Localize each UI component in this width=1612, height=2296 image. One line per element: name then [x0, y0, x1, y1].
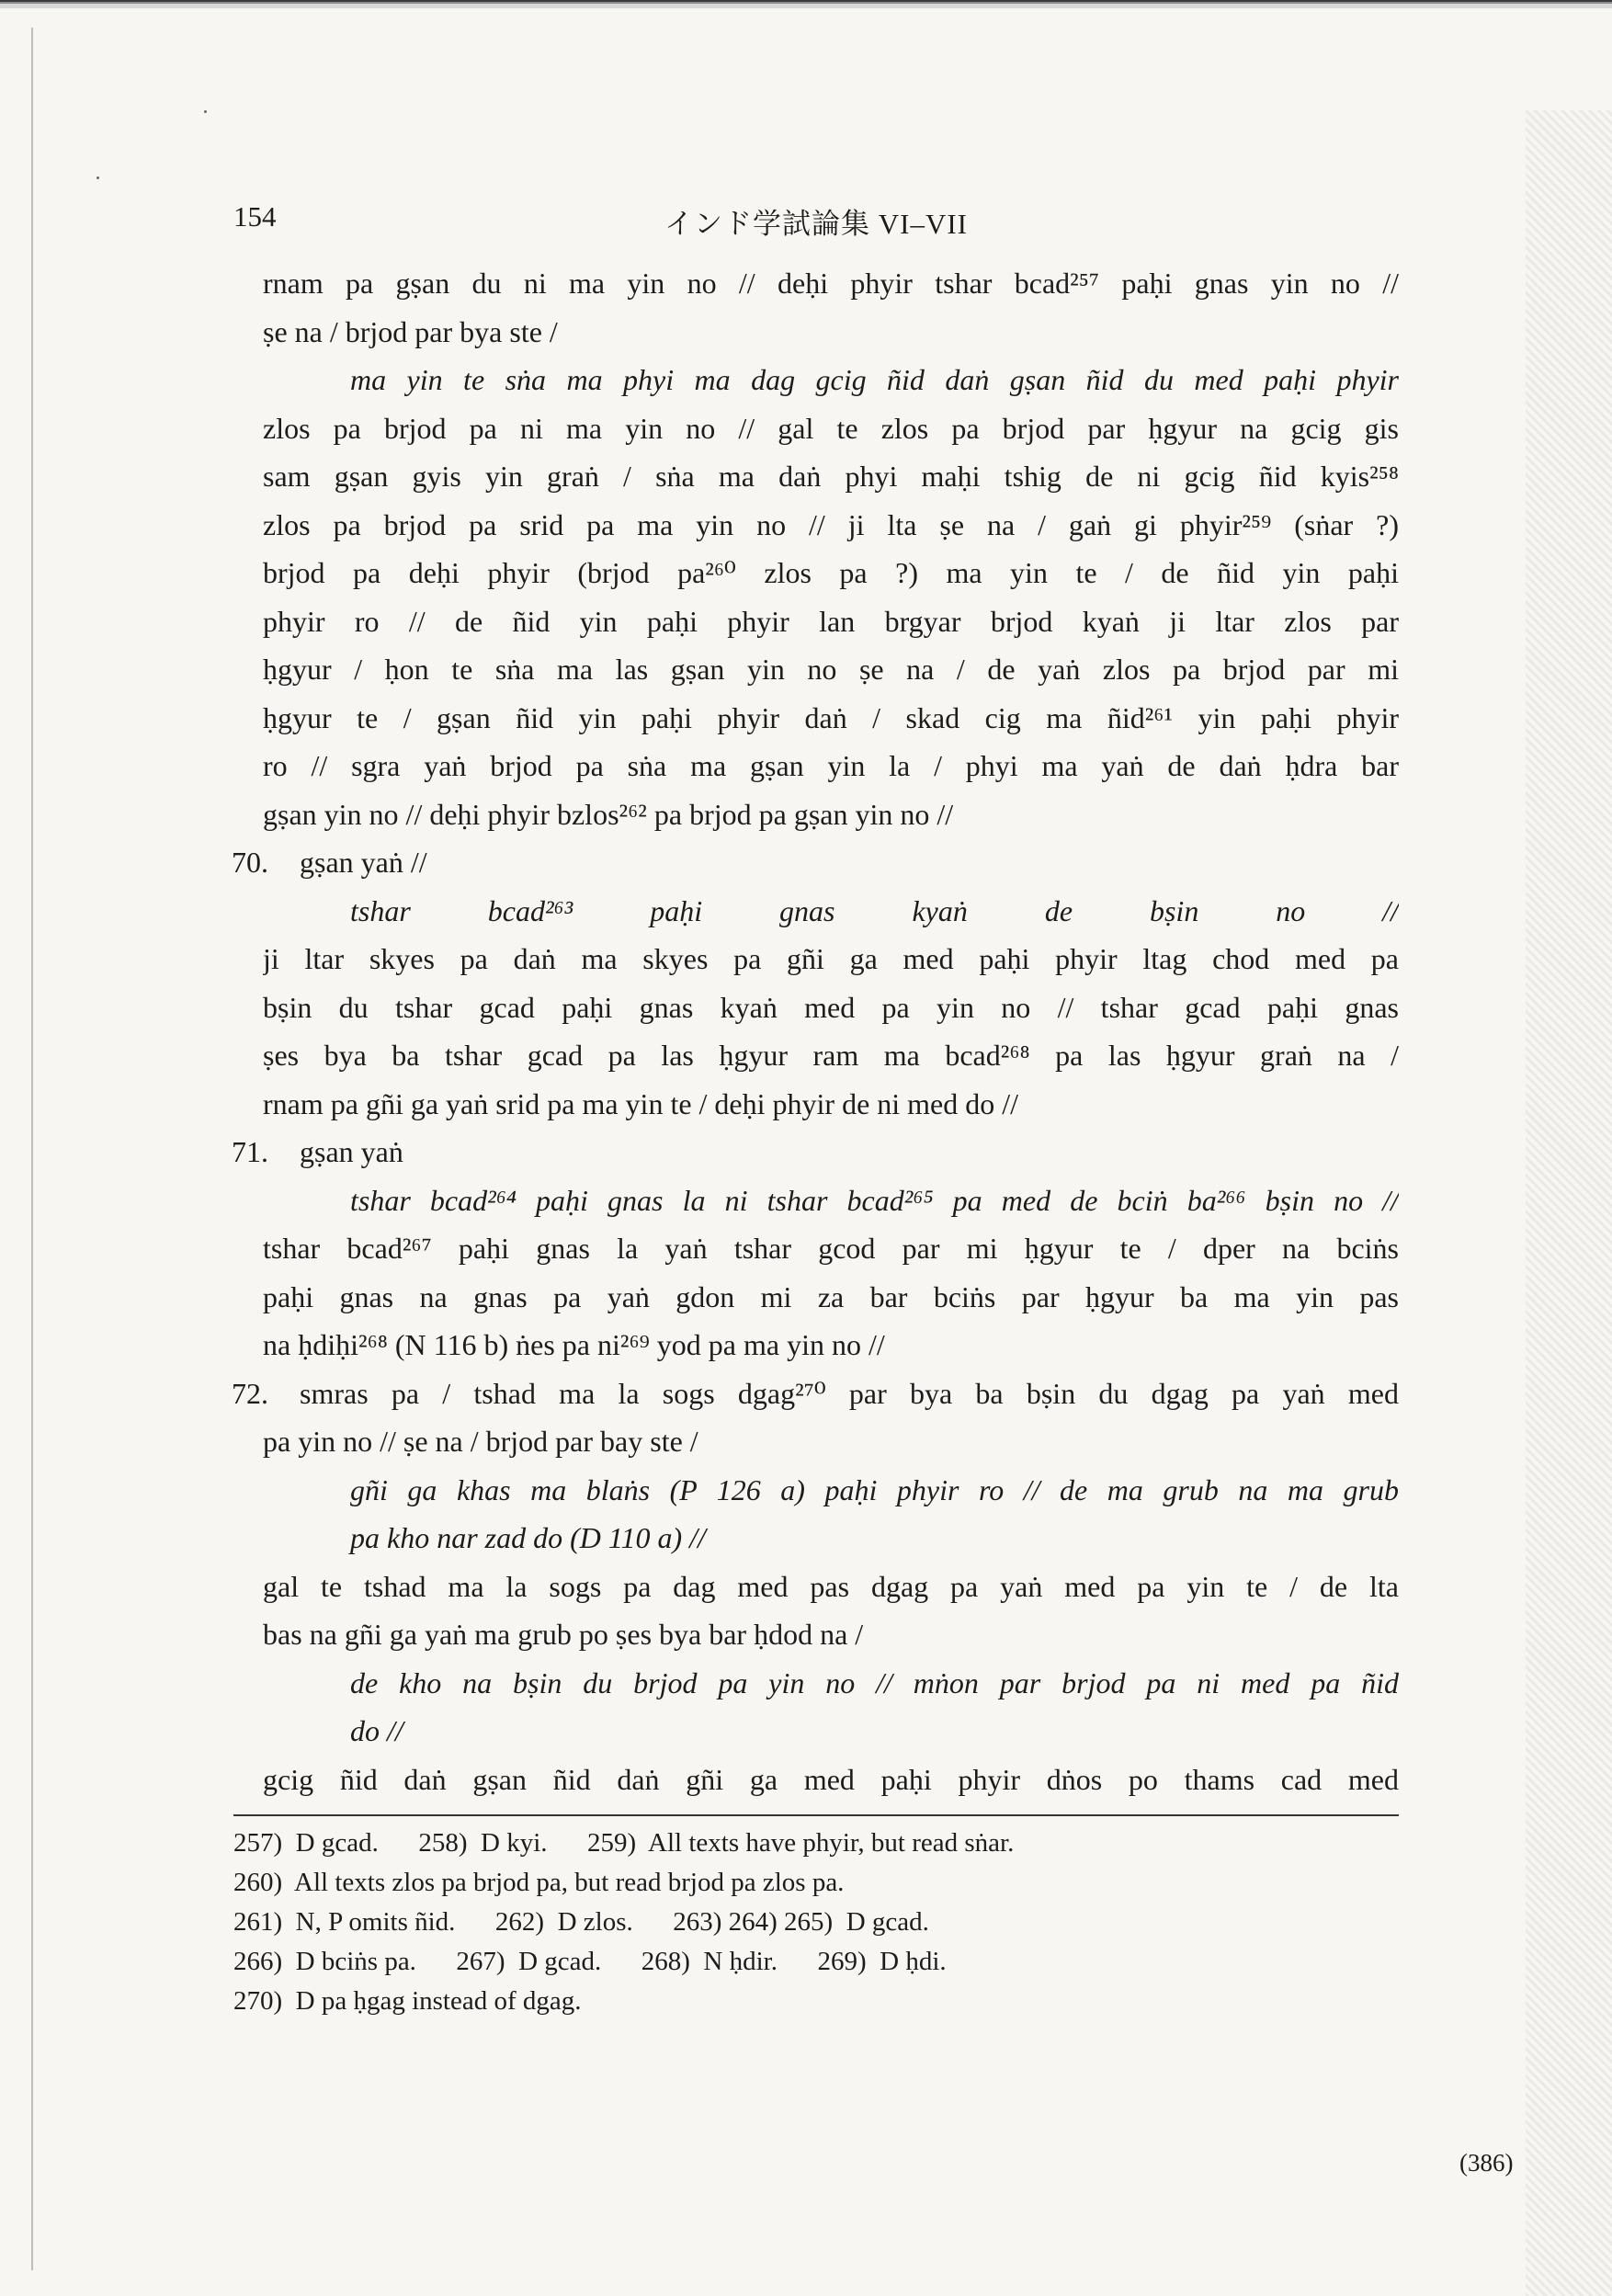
text-line [263, 1610, 1399, 1659]
text-line [232, 1370, 1399, 1418]
text-line [263, 1756, 1399, 1804]
text-line [263, 1563, 1399, 1611]
line-text: gṣan yaṅ // [300, 846, 427, 879]
line-text: do // [350, 1714, 403, 1747]
line-text: tshar bcad²⁶³ paḥi gnas kyaṅ de bṣin no // [350, 893, 1399, 927]
line-text: ji ltar skyes pa daṅ ma skyes pa gñi ga med paḥi phyir ltag chod med pa [263, 942, 1399, 975]
text-line [263, 1466, 1399, 1515]
line-text: gal te tshad ma la sogs pa dag med pas dgag pa yaṅ med pa yin te / de lta [263, 1569, 1399, 1603]
text-line [263, 501, 1399, 550]
line-text: rnam pa gṣan du ni ma yin no // deḥi phyir tshar bcad²⁵⁷ paḥi gnas yin no // [263, 267, 1399, 300]
text-line [263, 694, 1399, 743]
binding-edge [31, 28, 33, 2270]
text-line [263, 887, 1399, 936]
line-text: tshar bcad²⁶⁷ paḥi gnas la yaṅ tshar gcod par mi ḥgyur te / dper na bciṅs [263, 1232, 1399, 1265]
line-text: rnam pa gñi ga yaṅ srid pa ma yin te / deḥi phyir de ni med do // [263, 1086, 1019, 1120]
text-line [263, 645, 1399, 694]
line-text: brjod pa deḥi phyir (brjod pa²⁶⁰ zlos pa ?) ma yin te / de ñid yin paḥi [263, 556, 1399, 589]
line-text: bṣin du tshar gcad paḥi gnas kyaṅ med pa yin no // tshar gcad paḥi gnas [263, 990, 1399, 1024]
line-text: pa kho nar zad do (D 110 a) // [350, 1521, 706, 1554]
text-line [263, 259, 1399, 308]
running-title: インド学試論集 VI–VII [664, 208, 968, 240]
text-line [232, 1128, 1399, 1176]
line-text: pa yin no // ṣe na / brjod par bay ste / [263, 1425, 698, 1458]
text-line [263, 308, 1399, 357]
page-header [233, 195, 1399, 239]
line-text: zlos pa brjod pa ni ma yin no // gal te zlos pa brjod par ḥgyur na gcig gis [263, 411, 1399, 445]
line-text: gcig ñid daṅ gṣan ñid daṅ gñi ga med paḥi phyir dṅos po thams cad med [263, 1762, 1399, 1796]
line-text: gṣan yaṅ [300, 1135, 403, 1168]
text-line [263, 1321, 1399, 1370]
text-line [263, 935, 1399, 983]
section-number: 71. [232, 1135, 268, 1168]
line-text: ṣe na / brjod par bya ste / [263, 314, 558, 348]
text-line [263, 1707, 1399, 1756]
text-line [263, 1417, 1399, 1466]
line-text: smras pa / tshad ma la sogs dgag²⁷⁰ par bya ba bṣin du dgag pa yaṅ med [300, 1376, 1399, 1410]
text-line [263, 1659, 1399, 1708]
line-text: gṣan yin no // deḥi phyir bzlos²⁶² pa brjod pa gṣan yin no // [263, 797, 954, 831]
footnote: 266) D bciṅs pa. 267) D gcad. 268) N ḥdir. 269) D ḥdi. [233, 1947, 947, 1976]
footnote: 261) N, P omits ñid. 262) D zlos. 263) 264) 265) D gcad. [233, 1907, 929, 1937]
line-text: gñi ga khas ma blaṅs (P 126 a) paḥi phyir ro // de ma grub na ma grub [350, 1472, 1399, 1506]
text-line [232, 838, 1399, 887]
text-line [263, 983, 1399, 1032]
line-text: phyir ro // de ñid yin paḥi phyir lan brgyar brjod kyaṅ ji ltar zlos par [263, 604, 1399, 638]
text-line [263, 1224, 1399, 1273]
page-number: 154 [233, 200, 277, 233]
footnotes [233, 1824, 1399, 2021]
line-text: ro // sgra yaṅ brjod pa sṅa ma gṣan yin la / phyi ma yaṅ de daṅ ḥdra bar [263, 749, 1399, 782]
body-text [232, 259, 1399, 1803]
text-line [263, 1080, 1399, 1129]
footnote: 260) All texts zlos pa brjod pa, but read brjod pa zlos pa. [233, 1868, 845, 1897]
scan-edge [0, 0, 1612, 8]
text-line [263, 452, 1399, 501]
scan-noise [1526, 110, 1612, 2296]
line-text: ḥgyur te / gṣan ñid yin paḥi phyir daṅ / skad cig ma ñid²⁶¹ yin paḥi phyir [263, 700, 1399, 734]
line-text: ḥgyur / ḥon te sṅa ma las gṣan yin no ṣe na / de yaṅ zlos pa brjod par mi [263, 653, 1399, 686]
section-number: 72. [232, 1376, 268, 1410]
speck [204, 110, 207, 113]
text-line [263, 597, 1399, 646]
footnote-rule [233, 1814, 1399, 1816]
text-line [263, 790, 1399, 839]
line-text: ṣes bya ba tshar gcad pa las ḥgyur ram ma bcad²⁶⁸ pa las ḥgyur graṅ na / [263, 1039, 1399, 1072]
text-line [263, 404, 1399, 453]
line-text: de kho na bṣin du brjod pa yin no // mṅon par brjod pa ni med pa ñid [350, 1665, 1399, 1699]
text-line [263, 549, 1399, 597]
footnote: 270) D pa ḥgag instead of dgag. [233, 1986, 582, 2016]
line-text: na ḥdiḥi²⁶⁸ (N 116 b) ṅes pa ni²⁶⁹ yod pa ma yin no // [263, 1328, 885, 1361]
speck [96, 176, 99, 179]
line-text: sam gṣan gyis yin graṅ / sṅa ma daṅ phyi maḥi tshig de ni gcig ñid kyis²⁵⁸ [263, 460, 1399, 493]
section-number: 70. [232, 846, 268, 879]
text-line [263, 1031, 1399, 1080]
text-line [263, 1514, 1399, 1563]
line-text: paḥi gnas na gnas pa yaṅ gdon mi za bar bciṅs par ḥgyur ba ma yin pas [263, 1279, 1399, 1313]
line-text: tshar bcad²⁶⁴ paḥi gnas la ni tshar bcad²⁶⁵ pa med de bciṅ ba²⁶⁶ bṣin no // [350, 1183, 1399, 1217]
line-text: zlos pa brjod pa srid pa ma yin no // ji lta ṣe na / gaṅ gi phyir²⁵⁹ (sṅar ?) [263, 507, 1399, 541]
plate-number: (386) [1459, 2149, 1514, 2177]
text-line [263, 1273, 1399, 1322]
text-line [263, 1176, 1399, 1225]
line-text: bas na gñi ga yaṅ ma grub po ṣes bya bar ḥdod na / [263, 1618, 864, 1651]
text-line [263, 356, 1399, 404]
footnote: 257) D gcad. 258) D kyi. 259) All texts have phyir, but read sṅar. [233, 1828, 1015, 1858]
line-text: ma yin te sṅa ma phyi ma dag gcig ñid daṅ gṣan ñid du med paḥi phyir [350, 363, 1399, 396]
text-line [263, 742, 1399, 790]
